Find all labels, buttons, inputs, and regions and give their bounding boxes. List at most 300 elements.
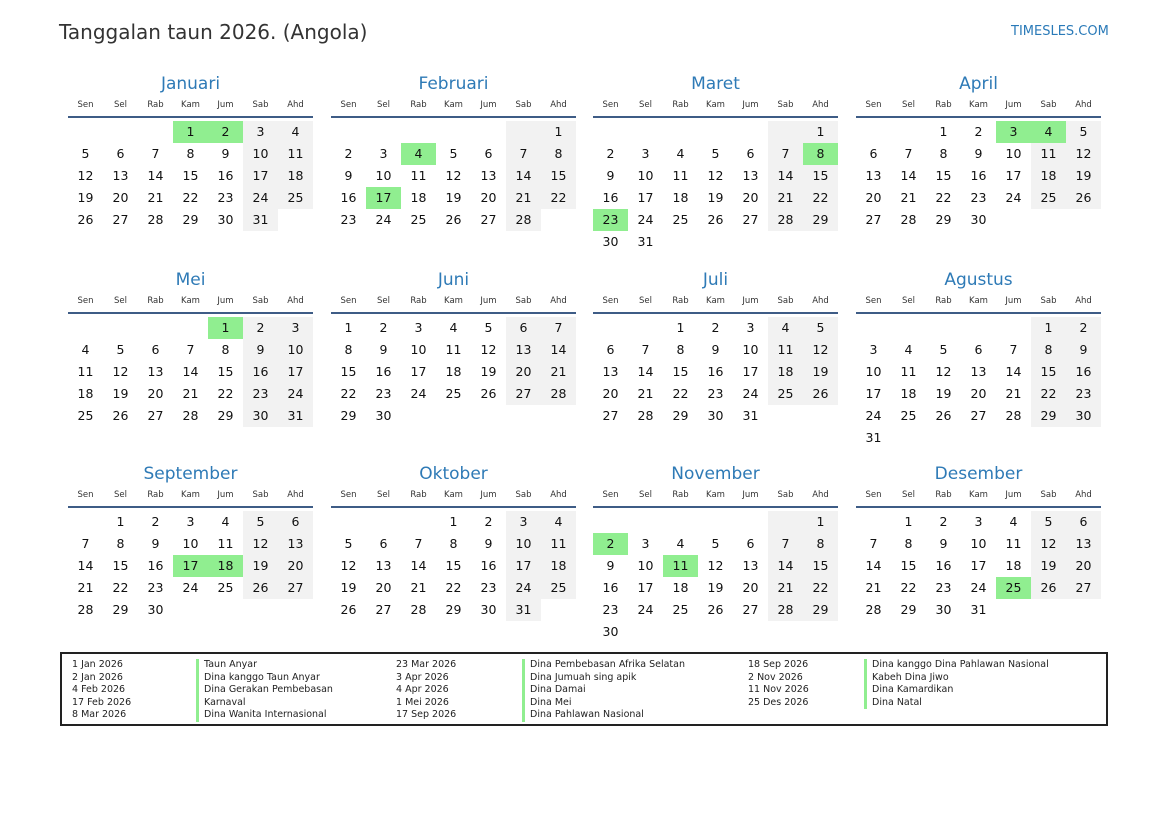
day-cell-empty [593, 511, 628, 533]
day-cell: 23 [340, 212, 357, 227]
day-cell: 16 [602, 190, 619, 205]
day-cell-empty [926, 317, 961, 339]
header-rule [593, 506, 838, 508]
month-name: Februari [418, 74, 489, 94]
header-rule [331, 506, 576, 508]
day-grid [593, 121, 838, 253]
day-cell: 21 [182, 386, 199, 401]
day-cell: 3 [243, 121, 278, 143]
header-rule [593, 312, 838, 314]
day-cell: 20 [147, 386, 164, 401]
day-cell-empty [628, 317, 663, 339]
month-name: Juli [702, 270, 729, 290]
day-cell: 11 [900, 364, 917, 379]
day-cell: 18 [1031, 165, 1066, 187]
weekday-header [856, 490, 1101, 505]
day-cell: 19 [480, 364, 497, 379]
day-cell: 21 [900, 190, 917, 205]
day-cell: 25 [672, 212, 689, 227]
day-cell: 5 [1066, 121, 1101, 143]
day-cell-empty [366, 121, 401, 143]
legend-holiday-name: Dina Natal [864, 697, 922, 710]
day-cell: 15 [803, 165, 838, 187]
weekday-label: Sel [902, 100, 915, 110]
day-cell: 6 [746, 536, 755, 551]
day-cell: 21 [637, 386, 654, 401]
day-cell: 31 [243, 209, 278, 231]
day-cell-empty [68, 317, 103, 339]
weekday-label: Ahd [812, 490, 829, 500]
day-cell: 2 [974, 124, 983, 139]
month-name: Mei [175, 270, 206, 290]
day-cell: 7 [506, 143, 541, 165]
day-cell-empty [698, 511, 733, 533]
day-cell: 10 [1005, 146, 1022, 161]
day-cell: 18 [541, 555, 576, 577]
day-cell: 23 [217, 190, 234, 205]
day-cell: 6 [974, 342, 983, 357]
day-cell-empty [856, 511, 891, 533]
day-cell: 1 [676, 320, 685, 335]
weekday-label: Sab [777, 296, 794, 306]
legend-holiday-name: Karnaval [196, 697, 246, 710]
day-cell-holiday: 17 [173, 555, 208, 577]
weekday-label: Jum [742, 490, 759, 500]
day-cell: 4 [676, 536, 685, 551]
day-cell: 14 [410, 558, 427, 573]
legend-date: 23 Mar 2026 [396, 659, 457, 670]
day-cell-holiday: 18 [208, 555, 243, 577]
day-cell: 1 [541, 121, 576, 143]
day-cell-holiday: 4 [1031, 121, 1066, 143]
weekday-label: Ahd [1075, 100, 1092, 110]
day-cell: 19 [243, 555, 278, 577]
day-cell: 7 [869, 536, 878, 551]
day-cell: 23 [243, 383, 278, 405]
day-cell: 12 [935, 364, 952, 379]
day-cell: 5 [344, 536, 353, 551]
weekday-label: Sel [114, 296, 127, 306]
weekday-label: Kam [706, 490, 725, 500]
weekday-label: Ahd [287, 296, 304, 306]
weekday-label: Rab [410, 490, 427, 500]
day-cell: 12 [112, 364, 129, 379]
legend-date: 1 Mei 2026 [396, 696, 449, 708]
day-cell: 20 [742, 580, 759, 595]
day-cell: 6 [379, 536, 388, 551]
weekday-label: Sel [902, 296, 915, 306]
day-cell: 16 [970, 168, 987, 183]
day-cell: 6 [746, 146, 755, 161]
day-cell: 14 [77, 558, 94, 573]
header-rule [68, 312, 313, 314]
day-cell: 20 [742, 190, 759, 205]
day-cell: 30 [147, 602, 164, 617]
day-cell-empty [593, 121, 628, 143]
weekday-label: Ahd [1075, 296, 1092, 306]
day-cell: 12 [445, 168, 462, 183]
day-cell: 3 [506, 511, 541, 533]
day-cell: 2 [606, 146, 615, 161]
day-cell: 17 [865, 386, 882, 401]
day-cell: 12 [1066, 143, 1101, 165]
day-cell: 5 [803, 317, 838, 339]
day-cell: 4 [768, 317, 803, 339]
day-cell: 1 [803, 121, 838, 143]
weekday-label: Kam [444, 296, 463, 306]
day-cell: 2 [484, 514, 493, 529]
weekday-header [68, 100, 313, 115]
day-cell: 7 [1009, 342, 1018, 357]
day-cell: 4 [449, 320, 458, 335]
day-cell: 13 [506, 339, 541, 361]
day-cell: 23 [375, 386, 392, 401]
day-cell: 7 [768, 533, 803, 555]
day-grid [331, 317, 576, 427]
day-cell: 20 [602, 386, 619, 401]
day-cell: 26 [707, 602, 724, 617]
month-name: April [959, 74, 998, 94]
day-cell: 1 [803, 511, 838, 533]
day-cell: 20 [970, 386, 987, 401]
day-cell: 24 [243, 187, 278, 209]
day-cell: 25 [445, 386, 462, 401]
day-cell: 9 [379, 342, 388, 357]
day-cell: 10 [970, 536, 987, 551]
day-cell: 27 [147, 408, 164, 423]
month-name: Desember [934, 464, 1023, 484]
day-cell: 14 [506, 165, 541, 187]
day-cell: 22 [803, 577, 838, 599]
weekday-label: Sen [602, 296, 619, 306]
weekday-label: Ahd [550, 490, 567, 500]
day-cell: 16 [602, 580, 619, 595]
day-cell: 15 [900, 558, 917, 573]
legend-date: 2 Jan 2026 [72, 671, 123, 683]
day-cell: 17 [243, 165, 278, 187]
day-cell: 19 [340, 580, 357, 595]
weekday-label: Ahd [812, 100, 829, 110]
day-cell: 2 [151, 514, 160, 529]
day-cell: 29 [935, 212, 952, 227]
day-cell-empty [628, 511, 663, 533]
day-cell: 15 [1031, 361, 1066, 383]
day-cell: 9 [344, 168, 353, 183]
header-rule [856, 312, 1101, 314]
header-rule [331, 116, 576, 118]
day-cell: 3 [186, 514, 195, 529]
month-september [68, 464, 313, 621]
day-cell: 18 [672, 580, 689, 595]
weekday-label: Kam [706, 296, 725, 306]
day-cell: 29 [803, 209, 838, 231]
day-cell: 13 [480, 168, 497, 183]
day-cell: 5 [711, 146, 720, 161]
day-cell: 22 [900, 580, 917, 595]
weekday-label: Sab [252, 100, 269, 110]
day-cell: 20 [1066, 555, 1101, 577]
day-cell: 8 [803, 533, 838, 555]
legend-holiday-name: Dina Mei [522, 697, 572, 710]
month-maret [593, 74, 838, 253]
weekday-label: Rab [672, 296, 689, 306]
day-cell: 23 [935, 580, 952, 595]
day-cell: 29 [340, 408, 357, 423]
day-cell: 9 [606, 168, 615, 183]
holiday-legend [60, 652, 1108, 726]
legend-date: 17 Sep 2026 [396, 709, 457, 721]
day-cell-holiday: 23 [593, 209, 628, 231]
day-cell: 27 [602, 408, 619, 423]
day-cell: 22 [935, 190, 952, 205]
day-cell: 10 [637, 558, 654, 573]
day-cell: 13 [1066, 533, 1101, 555]
day-cell: 11 [445, 342, 462, 357]
day-cell-empty [173, 317, 208, 339]
month-name: Oktober [419, 464, 488, 484]
legend-date: 17 Feb 2026 [72, 696, 132, 708]
day-cell: 20 [278, 555, 313, 577]
legend-date: 18 Sep 2026 [748, 659, 809, 670]
day-cell: 3 [414, 320, 423, 335]
weekday-label: Sel [639, 490, 652, 500]
weekday-label: Jum [480, 100, 497, 110]
day-cell: 26 [1031, 577, 1066, 599]
day-cell: 27 [480, 212, 497, 227]
day-cell: 7 [414, 536, 423, 551]
day-cell: 16 [935, 558, 952, 573]
day-cell: 26 [1066, 187, 1101, 209]
day-cell: 28 [1005, 408, 1022, 423]
day-cell: 30 [243, 405, 278, 427]
weekday-label: Sab [1040, 490, 1057, 500]
day-cell: 10 [375, 168, 392, 183]
day-cell: 27 [506, 383, 541, 405]
day-cell: 13 [742, 558, 759, 573]
site-link[interactable]: TIMESLES.COM [1011, 24, 1109, 39]
day-grid [68, 511, 313, 621]
day-cell: 13 [278, 533, 313, 555]
day-cell: 18 [900, 386, 917, 401]
weekday-header [331, 100, 576, 115]
page-title: Tanggalan taun 2026. (Angola) [59, 20, 368, 44]
day-cell: 10 [278, 339, 313, 361]
day-cell-empty [856, 121, 891, 143]
day-cell: 9 [243, 339, 278, 361]
day-cell: 29 [112, 602, 129, 617]
day-cell: 19 [77, 190, 94, 205]
day-cell: 24 [410, 386, 427, 401]
weekday-label: Sab [252, 490, 269, 500]
day-cell: 29 [445, 602, 462, 617]
month-juli [593, 270, 838, 427]
day-cell: 8 [344, 342, 353, 357]
day-cell: 23 [970, 190, 987, 205]
day-grid [593, 511, 838, 643]
day-cell-empty [68, 121, 103, 143]
day-cell: 14 [768, 165, 803, 187]
day-cell: 27 [742, 212, 759, 227]
weekday-label: Sen [865, 490, 882, 500]
weekday-label: Sel [639, 296, 652, 306]
weekday-label: Rab [672, 490, 689, 500]
day-cell: 10 [182, 536, 199, 551]
day-cell: 13 [112, 168, 129, 183]
day-cell-holiday: 8 [803, 143, 838, 165]
day-cell-holiday: 11 [663, 555, 698, 577]
day-cell: 15 [217, 364, 234, 379]
day-cell: 28 [147, 212, 164, 227]
day-cell: 17 [506, 555, 541, 577]
legend-holiday-name: Dina Wanita Internasional [196, 709, 327, 722]
day-cell: 9 [606, 558, 615, 573]
day-cell: 11 [672, 168, 689, 183]
day-cell: 19 [1031, 555, 1066, 577]
legend-holiday-name: Dina Jumuah sing apik [522, 672, 636, 685]
day-cell: 3 [641, 146, 650, 161]
day-cell-holiday: 4 [401, 143, 436, 165]
day-cell: 12 [480, 342, 497, 357]
day-cell: 12 [1031, 533, 1066, 555]
day-cell: 18 [77, 386, 94, 401]
day-cell: 31 [637, 234, 654, 249]
day-cell: 22 [1031, 383, 1066, 405]
day-cell: 13 [970, 364, 987, 379]
day-grid [68, 121, 313, 231]
day-cell: 29 [217, 408, 234, 423]
day-cell: 13 [147, 364, 164, 379]
day-cell: 5 [449, 146, 458, 161]
day-cell: 12 [77, 168, 94, 183]
month-name: September [143, 464, 238, 484]
month-oktober [331, 464, 576, 621]
day-cell: 16 [707, 364, 724, 379]
day-cell: 29 [182, 212, 199, 227]
day-cell: 21 [865, 580, 882, 595]
day-cell: 1 [939, 124, 948, 139]
day-cell: 30 [375, 408, 392, 423]
day-cell: 24 [970, 580, 987, 595]
weekday-label: Sel [114, 100, 127, 110]
day-cell: 12 [707, 168, 724, 183]
day-cell: 16 [340, 190, 357, 205]
day-cell: 15 [445, 558, 462, 573]
month-juni [331, 270, 576, 427]
day-cell: 27 [278, 577, 313, 599]
day-cell: 2 [344, 146, 353, 161]
weekday-label: Kam [444, 490, 463, 500]
weekday-label: Rab [147, 100, 164, 110]
day-cell: 20 [480, 190, 497, 205]
month-februari [331, 74, 576, 231]
month-name: November [671, 464, 760, 484]
weekday-label: Sab [1040, 100, 1057, 110]
legend-date: 3 Apr 2026 [396, 671, 449, 683]
day-cell: 9 [151, 536, 160, 551]
day-cell: 23 [480, 580, 497, 595]
day-cell: 30 [217, 212, 234, 227]
day-cell: 10 [865, 364, 882, 379]
day-cell: 17 [410, 364, 427, 379]
weekday-label: Sab [515, 490, 532, 500]
weekday-label: Rab [410, 100, 427, 110]
day-cell: 8 [676, 342, 685, 357]
day-cell: 11 [410, 168, 427, 183]
header-rule [331, 312, 576, 314]
weekday-label: Sen [77, 296, 94, 306]
day-cell: 25 [900, 408, 917, 423]
day-cell-empty [961, 317, 996, 339]
day-cell-empty [471, 121, 506, 143]
day-cell: 8 [449, 536, 458, 551]
day-cell-empty [436, 121, 471, 143]
day-cell: 29 [1031, 405, 1066, 427]
day-cell: 4 [1009, 514, 1018, 529]
day-cell: 2 [939, 514, 948, 529]
day-cell: 25 [541, 577, 576, 599]
day-cell: 8 [221, 342, 230, 357]
weekday-label: Jum [742, 100, 759, 110]
day-cell: 3 [869, 342, 878, 357]
day-cell: 1 [116, 514, 125, 529]
day-cell: 6 [151, 342, 160, 357]
day-cell-empty [138, 121, 173, 143]
weekday-label: Sen [77, 490, 94, 500]
day-cell: 18 [672, 190, 689, 205]
day-cell: 16 [480, 558, 497, 573]
day-cell: 9 [1066, 339, 1101, 361]
weekday-label: Ahd [287, 490, 304, 500]
weekday-header [68, 490, 313, 505]
day-cell-empty [401, 511, 436, 533]
day-cell: 24 [506, 577, 541, 599]
day-cell: 27 [865, 212, 882, 227]
day-cell: 21 [541, 361, 576, 383]
day-cell-holiday: 25 [996, 577, 1031, 599]
day-cell: 4 [676, 146, 685, 161]
day-cell: 14 [541, 339, 576, 361]
day-cell: 16 [1066, 361, 1101, 383]
weekday-label: Kam [181, 296, 200, 306]
weekday-label: Rab [935, 490, 952, 500]
day-cell: 18 [768, 361, 803, 383]
day-cell: 15 [803, 555, 838, 577]
day-cell: 15 [541, 165, 576, 187]
weekday-header [331, 490, 576, 505]
day-cell: 12 [243, 533, 278, 555]
weekday-label: Sen [340, 100, 357, 110]
day-cell: 14 [768, 555, 803, 577]
day-cell: 28 [410, 602, 427, 617]
day-grid [856, 121, 1101, 231]
weekday-label: Sab [252, 296, 269, 306]
day-cell: 19 [445, 190, 462, 205]
day-cell: 18 [1005, 558, 1022, 573]
weekday-label: Kam [969, 490, 988, 500]
month-name: Januari [160, 74, 221, 94]
day-cell: 10 [410, 342, 427, 357]
weekday-label: Rab [672, 100, 689, 110]
weekday-label: Kam [181, 100, 200, 110]
weekday-label: Jum [217, 296, 234, 306]
day-cell: 21 [1005, 386, 1022, 401]
day-cell: 7 [151, 146, 160, 161]
header-rule [68, 116, 313, 118]
month-name: Agustus [944, 270, 1013, 290]
day-cell: 12 [803, 339, 838, 361]
day-cell: 24 [742, 386, 759, 401]
header-rule [593, 116, 838, 118]
